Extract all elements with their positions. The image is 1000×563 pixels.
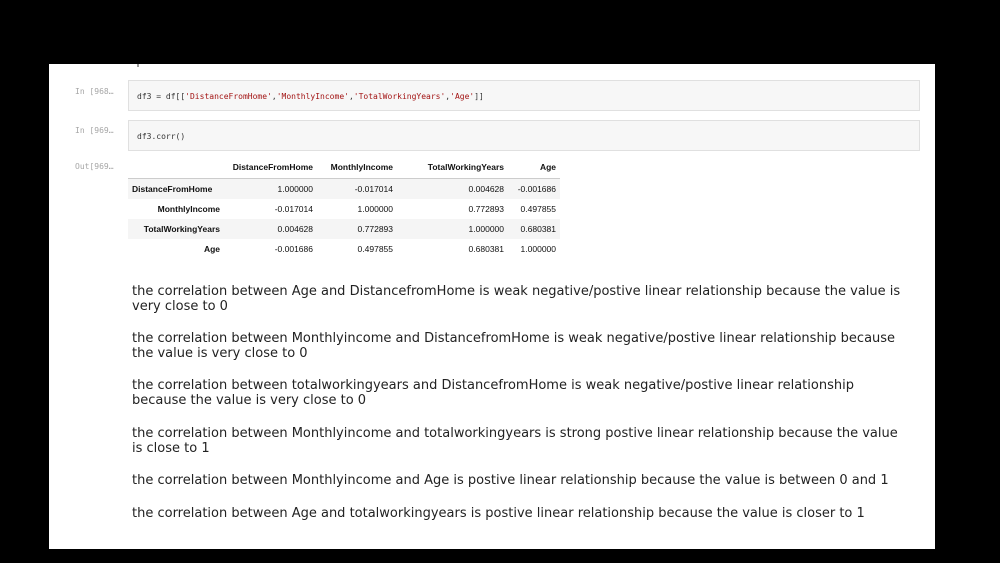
cell-prompt-in-969: In [969… bbox=[75, 126, 114, 135]
table-col-header: MonthlyIncome bbox=[317, 156, 397, 179]
table-row bbox=[128, 179, 560, 200]
table-cell: 1.000000 bbox=[357, 204, 393, 214]
table-row bbox=[128, 219, 560, 239]
note-income-age: the correlation between Monthlyincome and Age is postive linear relationship because the value is between 0 and 1 bbox=[132, 473, 889, 488]
row-index-label: MonthlyIncome bbox=[157, 204, 220, 214]
cell-prompt-in-968: In [968… bbox=[75, 87, 114, 96]
table-index-header bbox=[128, 156, 224, 179]
table-cell: 0.680381 bbox=[520, 224, 556, 234]
table-header-row bbox=[128, 156, 560, 179]
code-cell-corr[interactable]: df3.corr() bbox=[128, 120, 920, 151]
code-prefix: df3 = df[[ bbox=[137, 92, 186, 101]
note-income-distance: the correlation between Monthlyincome and DistancefromHome is weak negative/postive linear relationship because the value is very close to 0 bbox=[132, 331, 896, 361]
table-cell: 0.004628 bbox=[277, 224, 313, 234]
note-age-years: the correlation between Age and totalworkingyears is postive linear relationship because the value is closer to 1 bbox=[132, 506, 865, 521]
table-row bbox=[128, 199, 560, 219]
notebook-page bbox=[49, 64, 935, 549]
table-col-header: Age bbox=[508, 156, 560, 179]
table-col-header: TotalWorkingYears bbox=[397, 156, 508, 179]
table-col-header: DistanceFromHome bbox=[224, 156, 317, 179]
cell-prompt-out-969: Out[969… bbox=[75, 162, 114, 171]
note-years-distance: the correlation between totalworkingyears and DistancefromHome is weak negative/postive linear relationship because the value is very close to 0 bbox=[132, 378, 854, 408]
code-comma: , bbox=[348, 92, 354, 101]
table-cell: 0.772893 bbox=[357, 224, 393, 234]
table-cell: 1.000000 bbox=[520, 244, 556, 254]
table-cell: -0.001686 bbox=[517, 184, 556, 194]
cell-edge-marker bbox=[137, 64, 139, 67]
table-cell: -0.001686 bbox=[274, 244, 313, 254]
note-age-distance: the correlation between Age and DistancefromHome is weak negative/postive linear relationship because the value is very close to 0 bbox=[132, 284, 901, 314]
table-cell: -0.017014 bbox=[354, 184, 393, 194]
code-string-distance: 'DistanceFromHome' bbox=[185, 92, 272, 101]
table-cell: 0.680381 bbox=[468, 244, 504, 254]
code-comma: , bbox=[445, 92, 451, 101]
table-cell: 0.497855 bbox=[357, 244, 393, 254]
row-index-label: TotalWorkingYears bbox=[143, 224, 220, 234]
table-cell: 0.004628 bbox=[468, 184, 504, 194]
code-string-income: 'MonthlyIncome' bbox=[276, 92, 349, 101]
code-string-years: 'TotalWorkingYears' bbox=[353, 92, 446, 101]
code-comma: , bbox=[271, 92, 277, 101]
code-suffix: ]] bbox=[474, 92, 484, 101]
table-row bbox=[128, 239, 560, 259]
table-cell: 1.000000 bbox=[468, 224, 504, 234]
table-cell: -0.017014 bbox=[274, 204, 313, 214]
note-income-years: the correlation between Monthlyincome and totalworkingyears is strong postive linear relationship because the value is close to 1 bbox=[132, 426, 898, 456]
table-cell: 1.000000 bbox=[277, 184, 313, 194]
correlation-table bbox=[128, 156, 560, 259]
code-string-age: 'Age' bbox=[450, 92, 475, 101]
code-cell-df3-assign[interactable] bbox=[128, 80, 920, 111]
row-index-label: DistanceFromHome bbox=[132, 184, 213, 194]
table-cell: 0.497855 bbox=[520, 204, 556, 214]
table-cell: 0.772893 bbox=[468, 204, 504, 214]
markdown-cell-notes[interactable] bbox=[132, 284, 912, 521]
row-index-label: Age bbox=[203, 244, 220, 254]
